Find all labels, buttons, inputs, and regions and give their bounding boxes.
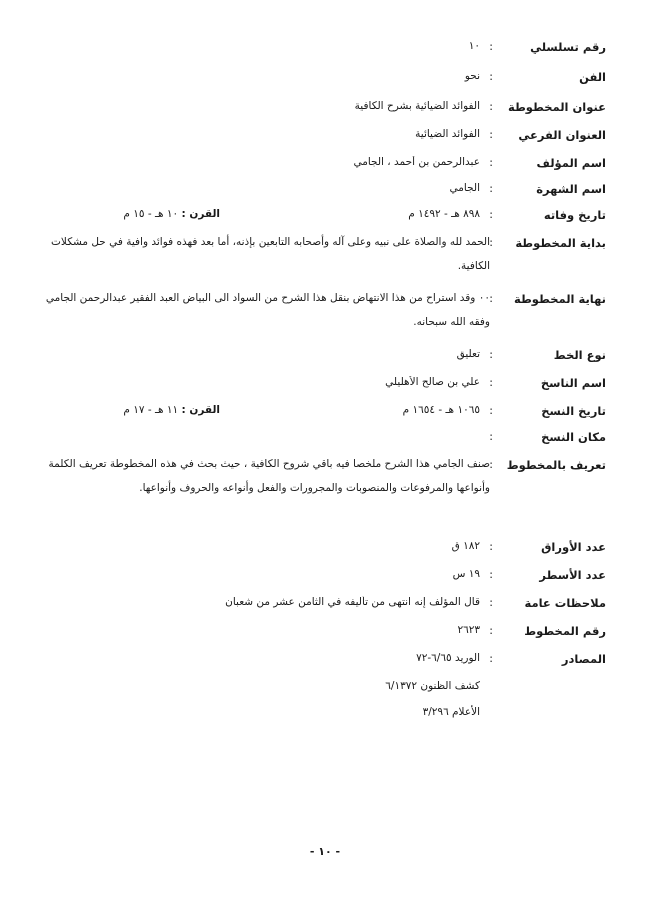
page-number: - ١٠ -	[309, 845, 341, 858]
field-description: تعريف بالمخطوط : صنف الجامي هذا الشرح ملخصا فيه باقي شروح الكافية ، حيث بحث في هذه المخطوطة تعريف الكلمة وأنواعها والمرفوعات والمنصوبات والمجرورات والفعل وأنواعه والحروف وأنواعها.	[0, 458, 650, 534]
field-label: عنوان المخطوطة	[508, 100, 606, 114]
field-number: رقم تسلسلي : ١٠	[0, 40, 650, 62]
field-copy-date: تاريخ النسخ : ١٠٦٥ هـ - ١٦٥٤ م القرن : ١١ هـ - ١٧ م	[0, 404, 650, 426]
field-script-type: نوع الخط : تعليق	[0, 348, 650, 370]
century-label: القرن :	[181, 208, 220, 220]
field-label: مكان النسخ	[541, 430, 606, 444]
century-label: القرن :	[181, 404, 220, 416]
field-value: ١٨٢ ق	[451, 540, 480, 552]
field-death: تاريخ وفاته : ٨٩٨ هـ - ١٤٩٢ م القرن : ١٠ هـ - ١٥ م	[0, 208, 650, 230]
field-label: تاريخ وفاته	[543, 208, 606, 222]
field-label: بداية المخطوطة	[515, 236, 606, 250]
field-label: اسم المؤلف	[536, 156, 606, 170]
field-value: ٨٩٨ هـ - ١٤٩٢ م	[408, 208, 480, 220]
field-label: رقم تسلسلي	[530, 40, 606, 54]
source-item: كشف الظنون ٦/١٣٧٢	[385, 680, 480, 692]
field-label: تاريخ النسخ	[541, 404, 606, 418]
field-sources: المصادر : الوريد ٦/٦٥-٧٢ كشف الظنون ٦/١٣٧٢ الأعلام ٣/٢٩٦	[0, 652, 650, 674]
field-notes: ملاحظات عامة : قال المؤلف إنه انتهى من تأليفه في الثامن عشر من شعبان	[0, 596, 650, 618]
field-value: ٠٠ وقد استراح من هذا الانتهاض بنقل هذا الشرح من السواد الى البياض العبد الفقير عبدالرحمن الجامي وفقه الله سبحانه.	[45, 292, 490, 328]
field-lines: عدد الأسطر : ١٩ س	[0, 568, 650, 590]
century-info	[30, 208, 220, 220]
field-label: تعريف بالمخطوط	[506, 458, 606, 472]
field-beginning: بداية المخطوطة : الحمد لله والصلاة على نبيه وعلى آله وأصحابه التابعين بإذنه، أما بعد فهذه فوائد وافية في حل مشكلات الكافية.	[0, 236, 650, 286]
field-value: علي بن صالح الأهليلي	[385, 376, 480, 388]
field-label: عدد الأسطر	[539, 568, 606, 582]
field-label: المصادر	[561, 652, 606, 666]
field-art: الفن : نحو	[0, 70, 650, 92]
field-value: ١٠	[468, 40, 480, 52]
field-value: ٢٦٢٣	[457, 624, 480, 636]
field-value: ١٠٦٥ هـ - ١٦٥٤ م	[402, 404, 480, 416]
field-label: اسم الناسخ	[540, 376, 606, 390]
field-label: نهاية المخطوطة	[514, 292, 606, 306]
field-fame: اسم الشهرة : الجامي	[0, 182, 650, 204]
field-value: نحو	[464, 70, 480, 82]
field-label: عدد الأوراق	[541, 540, 606, 554]
field-label: اسم الشهرة	[536, 182, 606, 196]
field-copy-place: مكان النسخ :	[489, 430, 606, 444]
field-value: الفوائد الضيائية	[415, 128, 480, 140]
field-value: صنف الجامي هذا الشرح ملخصا فيه باقي شروح الكافية ، حيث بحث في هذه المخطوطة تعريف الكلمة وأنواعها والمرفوعات والمنصوبات والمجرورات والفعل وأنواعه والحروف وأنواعها.	[48, 458, 490, 494]
field-ms-number: رقم المخطوط : ٢٦٢٣	[0, 624, 650, 646]
field-value: عبدالرحمن بن أحمد ، الجامي	[353, 156, 480, 168]
field-title: عنوان المخطوطة : الفوائد الضيائية بشرح الكافية	[0, 100, 650, 122]
source-item: الأعلام ٣/٢٩٦	[422, 706, 480, 718]
field-value: الجامي	[449, 182, 480, 194]
field-label: ملاحظات عامة	[524, 596, 606, 610]
century-value: ١٠ هـ - ١٥ م	[123, 208, 179, 220]
field-ending: نهاية المخطوطة : ٠٠ وقد استراح من هذا الانتهاض بنقل هذا الشرح من السواد الى البياض العبد الفقير عبدالرحمن الجامي وفقه الله سبحانه.	[0, 292, 650, 342]
field-alt-title: العنوان الفرعي : الفوائد الضيائية	[0, 128, 650, 150]
field-copyist: اسم الناسخ : علي بن صالح الأهليلي	[0, 376, 650, 398]
field-value: الفوائد الضيائية بشرح الكافية	[354, 100, 480, 112]
field-folios: عدد الأوراق : ١٨٢ ق	[0, 540, 650, 562]
field-value: قال المؤلف إنه انتهى من تأليفه في الثامن عشر من شعبان	[225, 596, 480, 608]
field-label: رقم المخطوط	[524, 624, 606, 638]
field-value: تعليق	[456, 348, 480, 360]
century-value: ١١ هـ - ١٧ م	[123, 404, 179, 416]
field-author: اسم المؤلف : عبدالرحمن بن أحمد ، الجامي	[0, 156, 650, 178]
field-value: الحمد لله والصلاة على نبيه وعلى آله وأصحابه التابعين بإذنه، أما بعد فهذه فوائد وافية في حل مشكلات الكافية.	[51, 236, 490, 272]
field-label: نوع الخط	[553, 348, 606, 362]
field-value: ١٩ س	[452, 568, 480, 580]
century-info	[30, 404, 220, 416]
field-label: الفن	[579, 70, 606, 84]
source-item: الوريد ٦/٦٥-٧٢	[416, 652, 480, 664]
field-label: العنوان الفرعي	[518, 128, 606, 142]
